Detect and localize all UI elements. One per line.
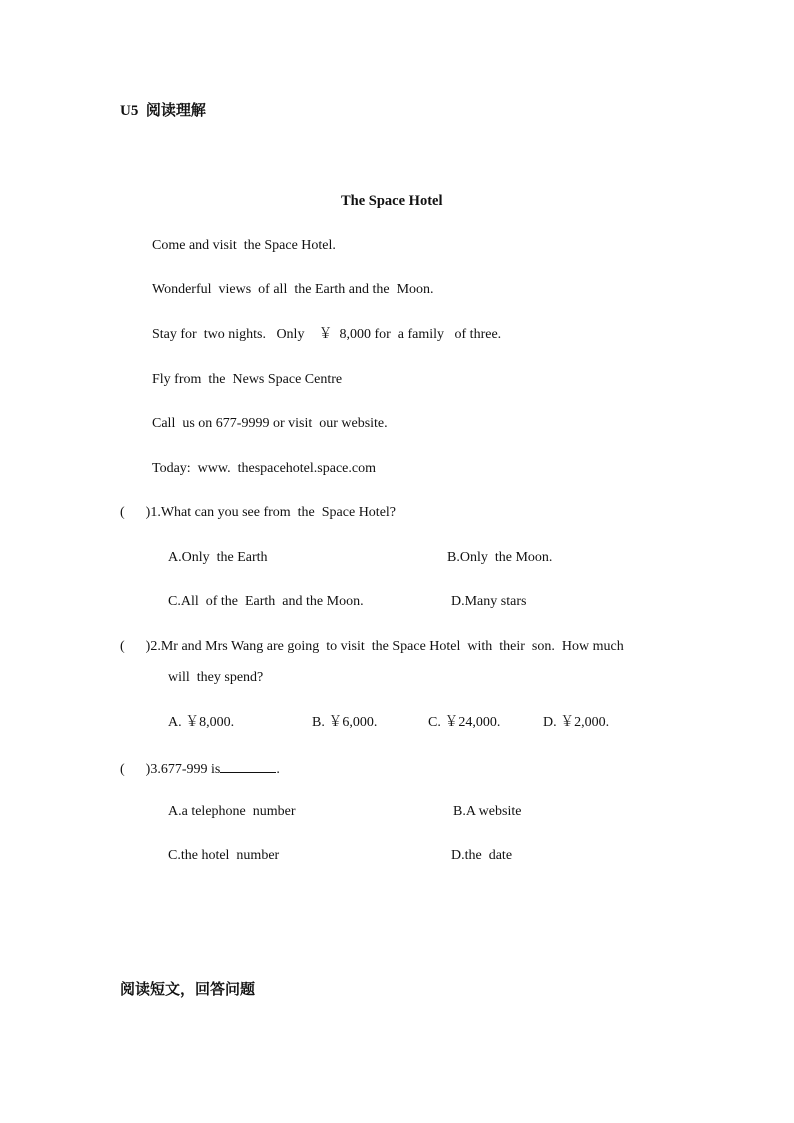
passage-line-4: Fly from the News Space Centre xyxy=(152,372,343,387)
passage-title: The Space Hotel xyxy=(341,193,443,209)
question-text: 1.What can you see from the Space Hotel? xyxy=(150,505,397,520)
passage-line-6: Today: www. thespacehotel.space.com xyxy=(152,461,376,476)
q2-option-a: A. ￥8,000. xyxy=(168,715,235,730)
question-2 xyxy=(120,638,624,656)
q3-option-d: D.the date xyxy=(451,848,513,863)
q2-option-c: C. ￥24,000. xyxy=(428,715,501,730)
question-text: 2.Mr and Mrs Wang are going to visit the Space Hotel with their son. How much xyxy=(150,639,624,654)
q2-option-d: D. ￥2,000. xyxy=(543,715,610,730)
section2-heading: 阅读短文，回答问题 xyxy=(120,982,256,998)
answer-bracket[interactable]: ( ) xyxy=(120,505,151,520)
q3-option-a: A.a telephone number xyxy=(168,804,296,819)
q3-option-b: B.A website xyxy=(453,804,522,819)
question-text-end: . xyxy=(276,762,280,777)
q3-option-c: C.the hotel number xyxy=(168,848,280,863)
passage-line-5: Call us on 677-9999 or visit our website. xyxy=(152,416,388,431)
question-1 xyxy=(120,504,396,522)
passage-line-2: Wonderful views of all the Earth and the Moon. xyxy=(152,282,434,297)
question-2-line-2: will they spend? xyxy=(168,670,264,685)
passage-line-3: Stay for two nights. Only ￥ 8,000 for a family of three. xyxy=(152,327,502,342)
question-text: 3.677-999 is xyxy=(150,762,221,777)
q1-option-a: A.Only the Earth xyxy=(168,550,268,565)
q2-option-b: B. ￥6,000. xyxy=(312,715,378,730)
passage-line-1: Come and visit the Space Hotel. xyxy=(152,238,336,253)
q1-option-d: D.Many stars xyxy=(451,594,527,609)
answer-blank[interactable] xyxy=(220,759,276,773)
q1-option-b: B.Only the Moon. xyxy=(447,550,553,565)
section-heading: U5 阅读理解 xyxy=(120,103,206,119)
q1-option-c: C.All of the Earth and the Moon. xyxy=(168,594,364,609)
question-3 xyxy=(120,759,280,779)
answer-bracket[interactable]: ( ) xyxy=(120,639,151,654)
answer-bracket[interactable]: ( ) xyxy=(120,762,151,777)
